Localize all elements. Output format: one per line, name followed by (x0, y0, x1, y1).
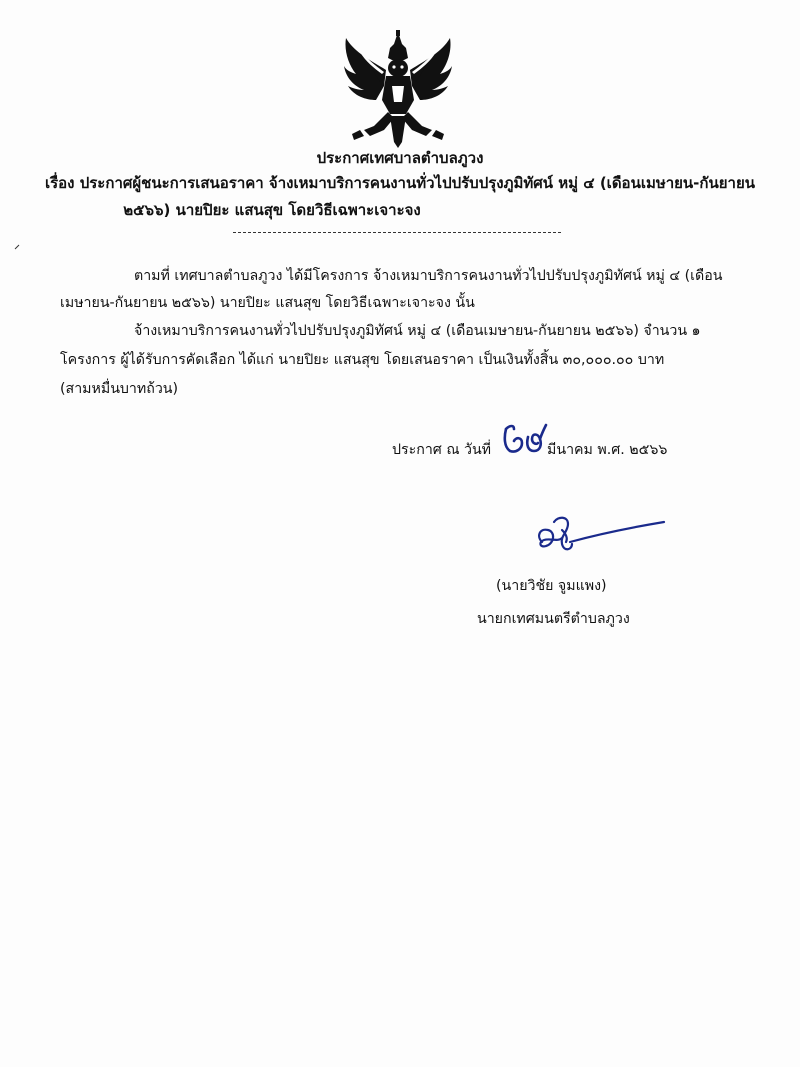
garuda-emblem-icon (340, 30, 456, 148)
subject-line-2: ๒๕๖๖) นายปิยะ แสนสุข โดยวิธีเฉพาะเจาะจง (123, 201, 421, 219)
separator-line (233, 232, 561, 233)
stray-mark (14, 244, 20, 250)
paragraph-1-line-1: ตามที่ เทศบาลตำบลภูวง ได้มีโครงการ จ้างเหมาบริการคนงานทั่วไปปรับปรุงภูมิทัศน์ หมู่ ๔ (เดือน (134, 268, 723, 284)
subject-line-1: เรื่อง ประกาศผู้ชนะการเสนอราคา จ้างเหมาบริการคนงานทั่วไปปรับปรุงภูมิทัศน์ หมู่ ๔ (เดือนเมษายน-กันยายน (44, 174, 756, 192)
handwritten-day (502, 423, 550, 455)
announcement-prefix: ประกาศ ณ วันที่ (392, 442, 492, 458)
announcement-suffix: มีนาคม พ.ศ. ๒๕๖๖ (547, 442, 668, 458)
signatory-position: นายกเทศมนตรีตำบลภูวง (477, 611, 630, 627)
signature (532, 512, 668, 562)
paragraph-1-line-2: เมษายน-กันยายน ๒๕๖๖) นายปิยะ แสนสุข โดยวิธีเฉพาะเจาะจง นั้น (60, 295, 475, 311)
signatory-name: (นายวิชัย จูมแพง) (496, 578, 607, 594)
paragraph-2-line-2: โครงการ ผู้ได้รับการคัดเลือก ได้แก่ นายปิยะ แสนสุข โดยเสนอราคา เป็นเงินทั้งสิ้น ๓๐,๐๐๐.๐๐ บาท (60, 352, 665, 368)
paragraph-2-line-3: (สามหมื่นบาทถ้วน) (60, 381, 179, 397)
document-title: ประกาศเทศบาลตำบลภูวง (316, 149, 484, 167)
paragraph-2-line-1: จ้างเหมาบริการคนงานทั่วไปปรับปรุงภูมิทัศน์ หมู่ ๔ (เดือนเมษายน-กันยายน ๒๕๖๖) จำนวน ๑ (134, 323, 701, 339)
